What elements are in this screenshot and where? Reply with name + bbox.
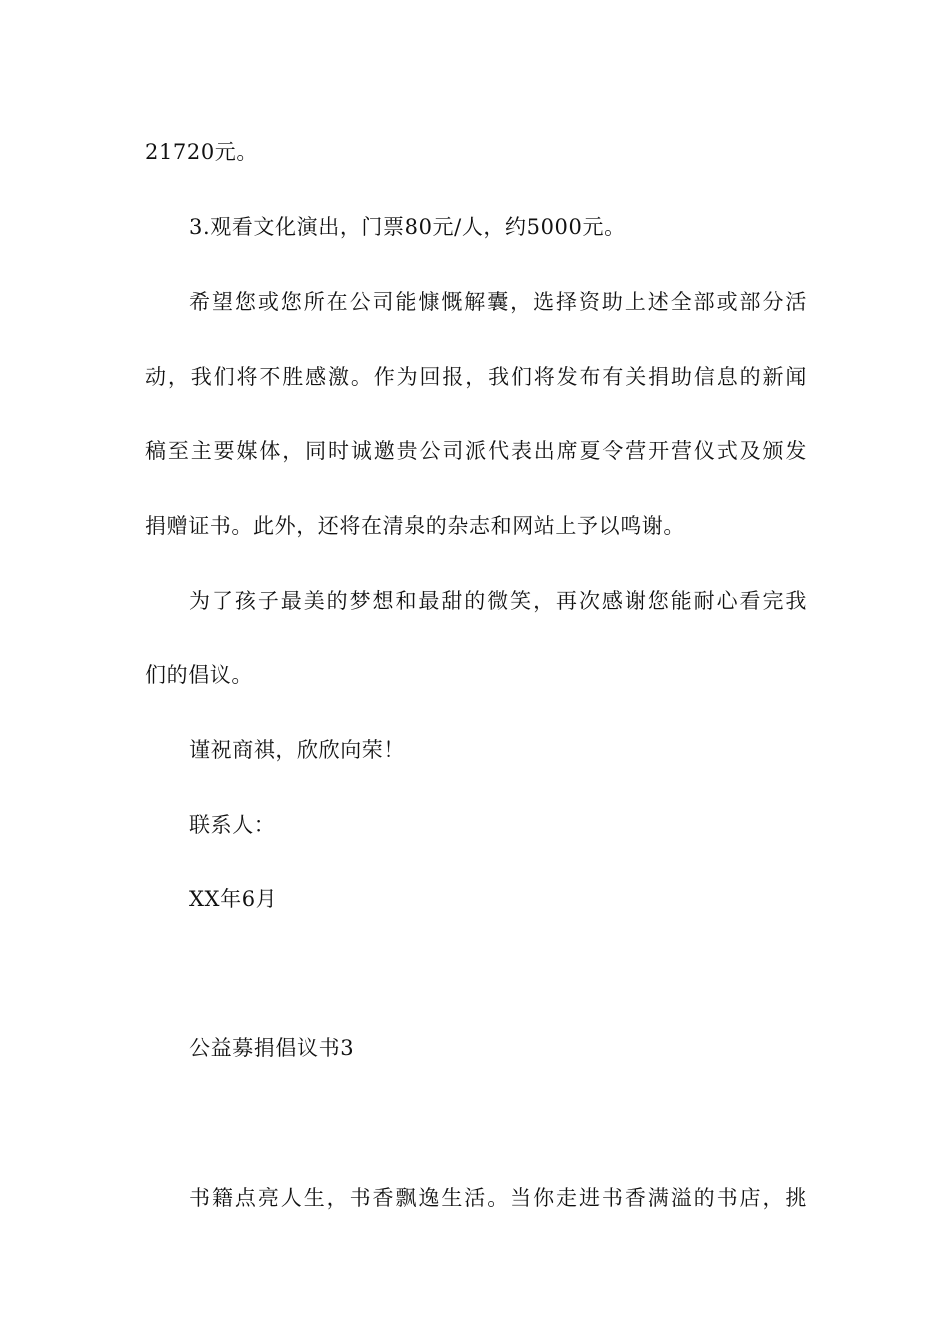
text-line-paragraph-3a: 书籍点亮人生，书香飘逸生活。当你走进书香满溢的书店，挑 — [189, 1186, 809, 1210]
text-line-item-3: 3.观看文化演出，门票80元/人，约5000元。 — [189, 215, 626, 239]
text-line-date: XX年6月 — [189, 887, 278, 911]
section-title: 公益募捐倡议书3 — [189, 1036, 355, 1060]
text-line-closing: 谨祝商祺，欣欣向荣！ — [189, 738, 405, 762]
text-line-paragraph-2b: 们的倡议。 — [145, 663, 253, 687]
text-line-contact: 联系人： — [189, 813, 276, 837]
text-line-paragraph-1a: 希望您或您所在公司能慷慨解囊，选择资助上述全部或部分活 — [189, 290, 809, 314]
text-line-paragraph-1b: 动，我们将不胜感激。作为回报，我们将发布有关捐助信息的新闻 — [145, 365, 809, 389]
text-line-amount: 21720元。 — [145, 140, 259, 164]
text-line-paragraph-1d: 捐赠证书。此外，还将在清泉的杂志和网站上予以鸣谢。 — [145, 514, 685, 538]
text-line-paragraph-1c: 稿至主要媒体，同时诚邀贵公司派代表出席夏令营开营仪式及颁发 — [145, 439, 809, 463]
text-line-paragraph-2a: 为了孩子最美的梦想和最甜的微笑，再次感谢您能耐心看完我 — [189, 589, 809, 613]
